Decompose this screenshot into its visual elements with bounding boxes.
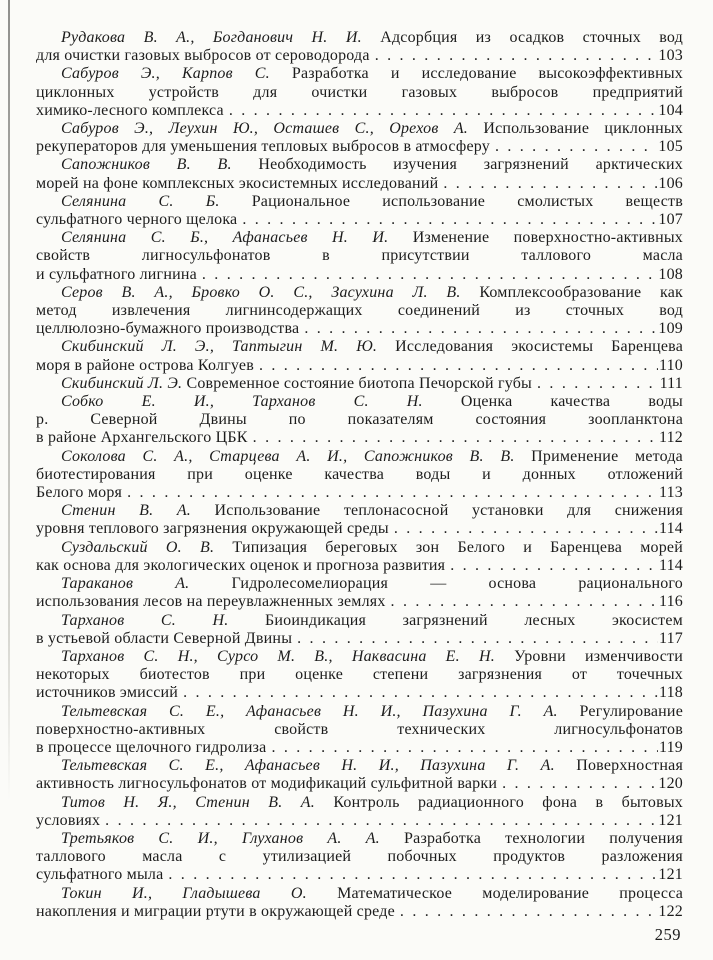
entry-authors: Соколова С. А., Старцева А. И., Сапожников В. В. bbox=[61, 447, 532, 465]
toc-entry bbox=[36, 229, 683, 284]
toc-entry-line bbox=[36, 229, 683, 247]
entry-text: Сабуров Э., Леухин Ю., Осташев С., Орехов А. Использование циклонных bbox=[61, 120, 683, 138]
dot-leader bbox=[391, 593, 658, 611]
entry-page-number: 108 bbox=[658, 265, 683, 283]
entry-authors: Тарханов С. Н. bbox=[61, 611, 265, 629]
toc-entry-line bbox=[36, 266, 683, 284]
toc-entry-line bbox=[36, 338, 683, 356]
entry-text: целлюлозно-бумажного производства bbox=[36, 320, 300, 338]
entry-text: Селянина С. Б., Афанасьев Н. И. Изменение поверхностно-активных bbox=[61, 229, 683, 247]
toc-entry bbox=[36, 502, 683, 538]
entry-page-number: 118 bbox=[658, 684, 683, 702]
entry-text: таллового масла с утилизацией побочных продуктов разложения bbox=[36, 848, 683, 866]
toc-entry bbox=[36, 703, 683, 758]
toc-entry-line bbox=[36, 84, 683, 102]
entry-text: морей на фоне комплексных экосистемных исследований bbox=[36, 174, 439, 192]
entry-text: метод извлечения лигнинсодержащих соединений из сточных вод bbox=[36, 302, 683, 320]
toc-entry bbox=[36, 338, 683, 374]
entry-text: Соколова С. А., Старцева А. И., Сапожников В. В. Применение метода bbox=[61, 447, 683, 465]
toc-entry-line bbox=[36, 575, 683, 593]
entry-text: накопления и миграции ртути в окружающей среде bbox=[36, 902, 395, 920]
entry-text: Тараканов А. Гидролесомелиорация — основа рационального bbox=[61, 575, 683, 593]
entry-page-number: 121 bbox=[658, 811, 683, 829]
toc-entry bbox=[36, 65, 683, 120]
entry-text: в процессе щелочного гидролиза bbox=[36, 738, 267, 756]
toc-entry-line bbox=[36, 848, 683, 866]
dot-leader bbox=[168, 866, 657, 884]
entry-authors: Стенин В. А. bbox=[61, 502, 215, 520]
dot-leader bbox=[394, 520, 658, 538]
dot-leader bbox=[304, 320, 657, 338]
toc-entry bbox=[36, 648, 683, 703]
toc-entry bbox=[36, 794, 683, 830]
dot-leader bbox=[450, 557, 658, 575]
entry-text: биотестирования при оценке качества воды и донных отложений bbox=[36, 465, 683, 483]
toc-entry-line bbox=[36, 65, 683, 83]
entry-text: использования лесов на переувлажненных землях bbox=[36, 593, 386, 611]
toc-entry-line bbox=[36, 557, 683, 575]
toc-entry-line bbox=[36, 448, 683, 466]
toc-entry bbox=[36, 193, 683, 229]
entry-page-number: 113 bbox=[658, 484, 683, 502]
toc-entry-line bbox=[36, 739, 683, 757]
toc-entry-line bbox=[36, 775, 683, 793]
toc-entry-line bbox=[36, 466, 683, 484]
entry-text: в районе Архангельского ЦБК bbox=[36, 429, 248, 447]
toc-entry-line bbox=[36, 284, 683, 302]
toc-entry-line bbox=[36, 648, 683, 666]
entry-page-number: 117 bbox=[658, 629, 683, 647]
entry-authors: Суздальский О. В. bbox=[61, 538, 233, 556]
entry-text: рекуператоров для уменьшения тепловых выбросов в атмосферу bbox=[36, 138, 490, 156]
toc-entry-line bbox=[36, 612, 683, 630]
toc-entry bbox=[36, 575, 683, 611]
entry-authors: Тельтевская С. Е., Афанасьев Н. И., Пазухина Г. А. bbox=[61, 757, 577, 775]
toc-entry-line bbox=[36, 411, 683, 429]
dot-leader bbox=[105, 812, 657, 830]
toc-entry-line bbox=[36, 120, 683, 138]
toc-entry-line bbox=[36, 520, 683, 538]
toc-entry-line bbox=[36, 29, 683, 47]
toc-entry-line bbox=[36, 247, 683, 265]
dot-leader bbox=[259, 357, 658, 375]
entry-text: Скибинский Л. Э. Современное состояние биотопа Печорской губы bbox=[61, 374, 533, 392]
entry-authors: Титов Н. Я., Стенин В. А. bbox=[61, 793, 334, 811]
toc-entry bbox=[36, 757, 683, 793]
toc-entry-line bbox=[36, 211, 683, 229]
dot-leader bbox=[127, 484, 658, 502]
entry-text: Селянина С. Б. Рациональное использование смолистых веществ bbox=[61, 192, 683, 210]
scan-edge-artifact bbox=[8, 0, 10, 800]
entry-text: Сабуров Э., Карпов С. Разработка и исследование высокоэффективных bbox=[61, 65, 684, 83]
entry-text: Сапожников В. В. Необходимость изучения загрязнений арктических bbox=[61, 156, 683, 174]
toc-entry-line bbox=[36, 885, 683, 903]
toc-entry-line bbox=[36, 357, 683, 375]
entry-authors: Рудакова В. А., Богданович Н. И. bbox=[61, 29, 381, 46]
toc-entry-line bbox=[36, 484, 683, 502]
toc-entry-line bbox=[36, 794, 683, 812]
entry-text: в устьевой области Северной Двины bbox=[36, 629, 293, 647]
toc-entry-line bbox=[36, 757, 683, 775]
dot-leader bbox=[229, 102, 658, 120]
toc-list bbox=[36, 29, 683, 921]
entry-page-number: 112 bbox=[658, 429, 683, 447]
toc-entry-line bbox=[36, 47, 683, 65]
toc-entry-line bbox=[36, 175, 683, 193]
entry-authors: Тельтевская С. Е., Афанасьев Н. И., Пазухина Г. А. bbox=[61, 702, 580, 720]
entry-page-number: 119 bbox=[658, 738, 683, 756]
entry-authors: Скибинский Л. Э., Таптыгин М. Ю. bbox=[61, 338, 396, 356]
toc-entry-line bbox=[36, 721, 683, 739]
entry-page-number: 104 bbox=[658, 101, 683, 119]
entry-authors: Токин И., Гладышева О. bbox=[61, 884, 338, 902]
entry-authors: Скибинский Л. Э. bbox=[61, 374, 187, 392]
toc-entry-line bbox=[36, 302, 683, 320]
entry-text: сульфатного мыла bbox=[36, 866, 164, 884]
entry-authors: Селянина С. Б., Афанасьев Н. И. bbox=[61, 229, 413, 247]
book-page-number: 259 bbox=[654, 924, 681, 944]
toc-entry-line bbox=[36, 102, 683, 120]
entry-text: Титов Н. Я., Стенин В. А. Контроль радиационного фона в бытовых bbox=[61, 793, 683, 811]
dot-leader bbox=[183, 684, 658, 702]
toc-entry-line bbox=[36, 429, 683, 447]
entry-authors: Сапожников В. В. bbox=[61, 156, 259, 174]
entry-page-number: 107 bbox=[658, 211, 683, 229]
dot-leader bbox=[242, 211, 657, 229]
entry-text: Суздальский О. В. Типизация береговых зон Белого и Баренцева морей bbox=[61, 538, 683, 556]
entry-text: р. Северной Двины по показателям состояния зоопланктона bbox=[36, 411, 683, 429]
entry-text: химико-лесного комплекса bbox=[36, 101, 224, 119]
entry-page-number: 114 bbox=[658, 520, 683, 538]
dot-leader bbox=[297, 630, 658, 648]
toc-entry-line bbox=[36, 703, 683, 721]
entry-text: поверхностно-активных свойств технических лигносульфонатов bbox=[36, 720, 683, 738]
entry-text: Серов В. А., Бровко О. С., Засухина Л. В. Комплексообразование как bbox=[61, 283, 683, 301]
entry-text: Тельтевская С. Е., Афанасьев Н. И., Пазухина Г. А. Регулирование bbox=[61, 702, 683, 720]
dot-leader bbox=[400, 903, 657, 921]
toc-entry-line bbox=[36, 156, 683, 174]
toc-entry-line bbox=[36, 903, 683, 921]
toc-entry-line bbox=[36, 138, 683, 156]
toc-entry bbox=[36, 284, 683, 339]
dot-leader bbox=[253, 429, 658, 447]
toc-entry-line bbox=[36, 866, 683, 884]
entry-text: Тарханов С. Н. Биоиндикация загрязнений лесных экосистем bbox=[61, 611, 683, 629]
entry-text: Токин И., Гладышева О. Математическое моделирование процесса bbox=[61, 884, 683, 902]
entry-text: Тельтевская С. Е., Афанасьев Н. И., Пазухина Г. А. Поверхностная bbox=[61, 757, 683, 775]
entry-text: для очистки газовых выбросов от сероводорода bbox=[36, 47, 370, 65]
dot-leader bbox=[443, 175, 657, 193]
entry-authors: Сабуров Э., Карпов С. bbox=[61, 65, 292, 83]
entry-page-number: 110 bbox=[658, 356, 683, 374]
toc-entry-line bbox=[36, 630, 683, 648]
entry-authors: Селянина С. Б. bbox=[61, 192, 252, 210]
entry-authors: Сабуров Э., Леухин Ю., Осташев С., Орехов А. bbox=[61, 120, 484, 138]
entry-text: циклонных устройств для очистки газовых выбросов предприятий bbox=[36, 83, 683, 101]
entry-text: Тарханов С. Н., Сурсо М. В., Наквасина Е. Н. Уровни изменчивости bbox=[61, 647, 683, 665]
entry-text: некоторых биотестов при оценке степени загрязнения от точечных bbox=[36, 666, 683, 684]
entry-page-number: 105 bbox=[658, 138, 683, 156]
entry-text: условиях bbox=[36, 811, 101, 829]
toc-entry bbox=[36, 393, 683, 448]
entry-text: свойств лигносульфонатов в присутствии таллового масла bbox=[36, 247, 683, 265]
toc-entry bbox=[36, 375, 683, 393]
toc-entry-line bbox=[36, 593, 683, 611]
entry-text: Белого моря bbox=[36, 484, 123, 502]
dot-leader bbox=[271, 739, 658, 757]
toc-entry-line bbox=[36, 666, 683, 684]
entry-text: моря в районе острова Колгуев bbox=[36, 356, 254, 374]
entry-text: Скибинский Л. Э., Таптыгин М. Ю. Исследования экосистемы Баренцева bbox=[61, 338, 684, 356]
toc-entry-line bbox=[36, 375, 683, 393]
toc-entry bbox=[36, 612, 683, 648]
toc-entry-line bbox=[36, 684, 683, 702]
dot-leader bbox=[202, 266, 657, 284]
entry-authors: Собко Е. И., Тарханов С. Н. bbox=[61, 393, 461, 411]
entry-page-number: 111 bbox=[659, 374, 683, 392]
toc-entry bbox=[36, 156, 683, 192]
toc-entry bbox=[36, 830, 683, 885]
entry-text: Третьяков С. И., Глуханов А. А. Разработка технологии получения bbox=[61, 829, 683, 847]
toc-entry bbox=[36, 885, 683, 921]
entry-authors: Тарханов С. Н., Сурсо М. В., Наквасина Е. Н. bbox=[61, 647, 515, 665]
entry-text: как основа для экологических оценок и прогноза развития bbox=[36, 556, 446, 574]
toc-entry-line bbox=[36, 830, 683, 848]
toc-entry bbox=[36, 539, 683, 575]
toc-entry-line bbox=[36, 539, 683, 557]
entry-page-number: 116 bbox=[658, 593, 683, 611]
entry-page-number: 103 bbox=[658, 47, 683, 65]
entry-text: источников эмиссий bbox=[36, 684, 179, 702]
toc-entry-line bbox=[36, 320, 683, 338]
entry-authors: Серов В. А., Бровко О. С., Засухина Л. В. bbox=[61, 283, 480, 301]
toc-entry-line bbox=[36, 812, 683, 830]
toc-entry-line bbox=[36, 193, 683, 211]
dot-leader bbox=[537, 375, 659, 393]
entry-page-number: 109 bbox=[658, 320, 683, 338]
entry-page-number: 121 bbox=[658, 866, 683, 884]
entry-text: и сульфатного лигнина bbox=[36, 265, 197, 283]
entry-text: активность лигносульфонатов от модификаций сульфитной варки bbox=[36, 775, 498, 793]
entry-text: Стенин В. А. Использование теплонасосной установки для снижения bbox=[61, 502, 684, 520]
entry-authors: Тараканов А. bbox=[61, 575, 232, 593]
entry-page-number: 106 bbox=[658, 174, 683, 192]
dot-leader bbox=[495, 138, 657, 156]
entry-page-number: 122 bbox=[658, 902, 683, 920]
entry-text: сульфатного черного щелока bbox=[36, 211, 238, 229]
dot-leader bbox=[375, 47, 658, 65]
toc-entry-line bbox=[36, 393, 683, 411]
entry-page-number: 114 bbox=[658, 556, 683, 574]
toc-entry bbox=[36, 120, 683, 156]
toc-entry-line bbox=[36, 502, 683, 520]
entry-text: уровня теплового загрязнения окружающей среды bbox=[36, 520, 389, 538]
dot-leader bbox=[502, 775, 657, 793]
entry-page-number: 120 bbox=[658, 775, 683, 793]
toc-entry bbox=[36, 29, 683, 65]
entry-authors: Третьяков С. И., Глуханов А. А. bbox=[61, 829, 405, 847]
entry-text: Рудакова В. А., Богданович Н. И. Адсорбция из осадков сточных вод bbox=[61, 29, 683, 46]
entry-text: Собко Е. И., Тарханов С. Н. Оценка качества воды bbox=[61, 393, 683, 411]
toc-entry bbox=[36, 448, 683, 503]
